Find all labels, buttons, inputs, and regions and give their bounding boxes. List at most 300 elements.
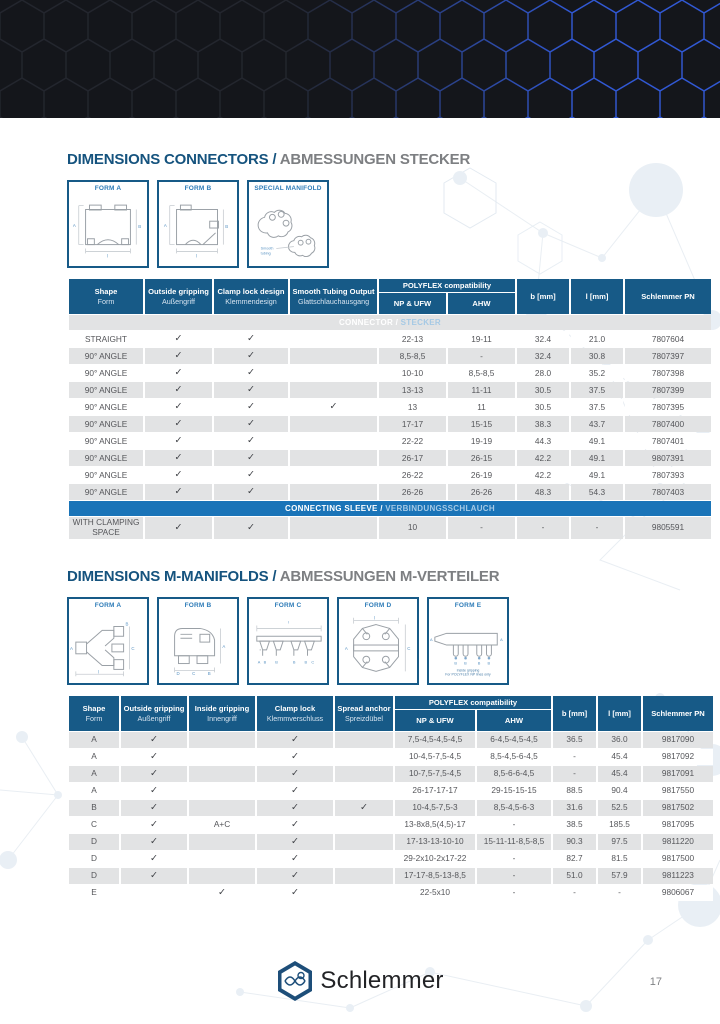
cell-l: 30.8 xyxy=(571,348,623,364)
svg-text:A: A xyxy=(500,636,503,642)
cell-b: - xyxy=(517,517,569,538)
form-a-drawing xyxy=(69,192,147,266)
cell-shape: 90° ANGLE xyxy=(69,399,143,415)
mform-e-drawing xyxy=(429,609,507,683)
cell-np: 22-13 xyxy=(379,331,446,347)
cell-l: 45.4 xyxy=(598,766,641,782)
svg-text:C: C xyxy=(131,645,135,651)
cell-b: 38.3 xyxy=(517,416,569,432)
cell-ahw: 11 xyxy=(448,399,515,415)
svg-text:B: B xyxy=(487,660,491,666)
col-b: b [mm] xyxy=(553,696,596,731)
cell-clamp: ✓ xyxy=(214,331,288,347)
cell-inside xyxy=(189,851,255,867)
table-row xyxy=(69,467,711,483)
cell-l: 45.4 xyxy=(598,749,641,765)
cell-pn: 9817095 xyxy=(643,817,713,833)
col-pn: Schlemmer PN xyxy=(643,696,713,731)
cell-b: 32.4 xyxy=(517,348,569,364)
cell-shape: 90° ANGLE xyxy=(69,484,143,500)
cell-shape: A xyxy=(69,749,119,765)
svg-text:l: l xyxy=(196,253,198,259)
cell-np: 13-8x8,5(4,5)-17 xyxy=(395,817,475,833)
table-row xyxy=(69,348,711,364)
form-a-box xyxy=(67,180,149,268)
cell-np: 10-10 xyxy=(379,365,446,381)
cell-np: 10-4,5-7,5-3 xyxy=(395,800,475,816)
svg-text:A: A xyxy=(163,223,167,229)
brand-wordmark: Schlemmer xyxy=(320,967,444,994)
cell-outside: ✓ xyxy=(145,433,212,449)
mform-b-label: FORM B xyxy=(184,601,212,609)
cell-smooth xyxy=(290,365,377,381)
cell-ahw: - xyxy=(477,851,551,867)
col-shape: Shape Form xyxy=(69,279,143,314)
svg-text:A: A xyxy=(257,659,261,665)
cell-b: 31.6 xyxy=(553,800,596,816)
cell-ahw: 15-11-11-8,5-8,5 xyxy=(477,834,551,850)
col-outside-gripping: Outside gripping Außengriff xyxy=(145,279,212,314)
manifolds-table xyxy=(67,695,715,902)
col-inside-gripping: Inside gripping Innengriff xyxy=(189,696,255,731)
title-en: DIMENSIONS M-MANIFOLDS / xyxy=(67,567,277,585)
cell-shape: A xyxy=(69,766,119,782)
cell-ahw: 8,5-4,5-6-4,5 xyxy=(477,749,551,765)
cell-shape: B xyxy=(69,800,119,816)
table-row xyxy=(69,433,711,449)
table-row xyxy=(69,749,713,765)
svg-text:For POLYFLEX NP lines only: For POLYFLEX NP lines only xyxy=(445,672,491,677)
mform-a-label: FORM A xyxy=(94,601,122,609)
cell-ahw: 19-19 xyxy=(448,433,515,449)
form-b-label: FORM B xyxy=(184,185,212,192)
cell-outside: ✓ xyxy=(121,868,187,884)
cell-l: 43.7 xyxy=(571,416,623,432)
col-ahw: AHW xyxy=(448,293,515,314)
col-clamp-lock: Clamp lock Klemmverschluss xyxy=(257,696,333,731)
svg-text:C: C xyxy=(192,670,196,676)
cell-smooth xyxy=(290,331,377,347)
svg-text:B: B xyxy=(225,224,229,230)
cell-l: 81.5 xyxy=(598,851,641,867)
cell-ahw: 8,5-8,5 xyxy=(448,365,515,381)
cell-pn: 7807401 xyxy=(625,433,711,449)
cell-shape: WITH CLAMPING SPACE xyxy=(69,517,143,538)
cell-pn: 7807400 xyxy=(625,416,711,432)
mform-d-box xyxy=(337,597,419,685)
title-de: ABMESSUNGEN STECKER xyxy=(276,151,471,168)
cell-spread xyxy=(335,732,393,748)
hexagon-pattern xyxy=(0,0,720,118)
section-band: CONNECTING SLEEVE / VERBINDUNGSSCHLAUCH xyxy=(69,501,711,516)
cell-pn: 7807397 xyxy=(625,348,711,364)
cell-pn: 7807604 xyxy=(625,331,711,347)
special-manifold-label: SPECIAL MANIFOLD xyxy=(254,185,322,192)
cell-smooth xyxy=(290,416,377,432)
svg-text:B: B xyxy=(125,621,129,627)
svg-text:A: A xyxy=(344,645,348,651)
cell-b: 38.5 xyxy=(553,817,596,833)
cell-shape: 90° ANGLE xyxy=(69,416,143,432)
cell-b: - xyxy=(553,766,596,782)
table-row xyxy=(69,783,713,799)
table-row xyxy=(69,732,713,748)
cell-ahw: 15-15 xyxy=(448,416,515,432)
cell-pn: 9817500 xyxy=(643,851,713,867)
cell-l: 90.4 xyxy=(598,783,641,799)
cell-outside: ✓ xyxy=(121,834,187,850)
cell-outside: ✓ xyxy=(121,766,187,782)
cell-shape: D xyxy=(69,851,119,867)
section-title-connectors xyxy=(67,151,697,168)
cell-b: 90.3 xyxy=(553,834,596,850)
cell-b: - xyxy=(553,749,596,765)
cell-clamp: ✓ xyxy=(257,885,333,901)
mform-d-label: FORM D xyxy=(364,601,392,609)
table-row xyxy=(69,365,711,381)
cell-l: - xyxy=(598,885,641,901)
col-polyflex: POLYFLEX compatibility xyxy=(379,279,515,292)
cell-inside xyxy=(189,732,255,748)
cell-smooth xyxy=(290,484,377,500)
svg-text:tubing: tubing xyxy=(260,251,271,256)
col-spread-anchor: Spread anchor Spreizdübel xyxy=(335,696,393,731)
cell-inside xyxy=(189,868,255,884)
cell-outside: ✓ xyxy=(145,484,212,500)
section-band: CONNECTOR / STECKER xyxy=(69,315,711,330)
mform-e-label: FORM E xyxy=(454,601,482,609)
cell-ahw: 6-4,5-4,5-4,5 xyxy=(477,732,551,748)
cell-l: 52.5 xyxy=(598,800,641,816)
cell-b: 32.4 xyxy=(517,331,569,347)
cell-np: 13 xyxy=(379,399,446,415)
cell-pn: 7807393 xyxy=(625,467,711,483)
cell-clamp: ✓ xyxy=(257,766,333,782)
cell-np: 8,5-8,5 xyxy=(379,348,446,364)
table-row xyxy=(69,885,713,901)
svg-text:A: A xyxy=(72,223,76,229)
cell-clamp: ✓ xyxy=(214,517,288,538)
col-pn: Schlemmer PN xyxy=(625,279,711,314)
cell-spread xyxy=(335,834,393,850)
table-row xyxy=(69,517,711,538)
cell-np: 10 xyxy=(379,517,446,538)
mform-c-drawing xyxy=(249,609,327,683)
section-title-manifolds xyxy=(67,568,697,585)
cell-np: 10-4,5-7,5-4,5 xyxy=(395,749,475,765)
table-row xyxy=(69,399,711,415)
cell-np: 26-22 xyxy=(379,467,446,483)
svg-text:D: D xyxy=(176,670,180,676)
svg-text:A: A xyxy=(222,643,226,649)
special-manifold-box xyxy=(247,180,329,268)
cell-outside: ✓ xyxy=(121,732,187,748)
cell-b: 51.0 xyxy=(553,868,596,884)
cell-ahw: 26-26 xyxy=(448,484,515,500)
col-smooth-output: Smooth Tubing Output Glattschlauchausgang xyxy=(290,279,377,314)
svg-text:l: l xyxy=(288,619,289,625)
cell-shape: 90° ANGLE xyxy=(69,433,143,449)
cell-pn: 9805591 xyxy=(625,517,711,538)
cell-spread xyxy=(335,783,393,799)
svg-text:l: l xyxy=(107,253,109,259)
cell-outside: ✓ xyxy=(145,399,212,415)
cell-l: 49.1 xyxy=(571,467,623,483)
cell-smooth xyxy=(290,517,377,538)
cell-np: 13-13 xyxy=(379,382,446,398)
cell-shape: E xyxy=(69,885,119,901)
cell-b: 88.5 xyxy=(553,783,596,799)
cell-np: 7,5-4,5-4,5-4,5 xyxy=(395,732,475,748)
cell-clamp: ✓ xyxy=(257,800,333,816)
form-b-drawing xyxy=(159,192,237,266)
svg-text:C: C xyxy=(407,645,411,651)
cell-ahw: - xyxy=(448,517,515,538)
cell-np: 17-13-13-10-10 xyxy=(395,834,475,850)
cell-shape: A xyxy=(69,732,119,748)
cell-shape: 90° ANGLE xyxy=(69,450,143,466)
cell-clamp: ✓ xyxy=(257,817,333,833)
col-b: b [mm] xyxy=(517,279,569,314)
cell-shape: D xyxy=(69,834,119,850)
cell-outside: ✓ xyxy=(121,817,187,833)
mform-c-label: FORM C xyxy=(274,601,302,609)
cell-outside: ✓ xyxy=(121,851,187,867)
cell-pn: 7807395 xyxy=(625,399,711,415)
cell-np: 26-17-17-17 xyxy=(395,783,475,799)
cell-spread xyxy=(335,766,393,782)
svg-text:B: B xyxy=(138,224,142,230)
cell-np: 29-2x10-2x17-22 xyxy=(395,851,475,867)
form-b-box xyxy=(157,180,239,268)
cell-clamp: ✓ xyxy=(214,467,288,483)
cell-b: 48.3 xyxy=(517,484,569,500)
cell-b: 82.7 xyxy=(553,851,596,867)
cell-ahw: 8,5-4,5-6-3 xyxy=(477,800,551,816)
table-row xyxy=(69,834,713,850)
cell-np: 26-17 xyxy=(379,450,446,466)
cell-clamp: ✓ xyxy=(214,348,288,364)
cell-smooth xyxy=(290,433,377,449)
cell-l: 49.1 xyxy=(571,450,623,466)
mform-a-drawing xyxy=(69,609,147,683)
col-l: l [mm] xyxy=(571,279,623,314)
cell-l: 49.1 xyxy=(571,433,623,449)
cell-smooth: ✓ xyxy=(290,399,377,415)
col-outside-gripping: Outside gripping Außengriff xyxy=(121,696,187,731)
cell-ahw: - xyxy=(448,348,515,364)
cell-pn: 9817091 xyxy=(643,766,713,782)
connectors-table xyxy=(67,278,713,540)
table-row xyxy=(69,851,713,867)
svg-text:C: C xyxy=(311,659,315,665)
cell-l: 185.5 xyxy=(598,817,641,833)
cell-spread xyxy=(335,749,393,765)
cell-clamp: ✓ xyxy=(214,484,288,500)
col-clamp-lock: Clamp lock design Klemmendesign xyxy=(214,279,288,314)
cell-inside xyxy=(189,766,255,782)
cell-shape: 90° ANGLE xyxy=(69,348,143,364)
cell-spread xyxy=(335,851,393,867)
cell-shape: D xyxy=(69,868,119,884)
title-en: DIMENSIONS CONNECTORS / xyxy=(67,151,277,168)
cell-clamp: ✓ xyxy=(214,399,288,415)
cell-pn: 9807391 xyxy=(625,450,711,466)
table-row xyxy=(69,416,711,432)
mform-b-box xyxy=(157,597,239,685)
cell-spread xyxy=(335,817,393,833)
cell-outside xyxy=(121,885,187,901)
cell-b: 28.0 xyxy=(517,365,569,381)
mform-c-box xyxy=(247,597,329,685)
cell-ahw: 26-15 xyxy=(448,450,515,466)
cell-outside: ✓ xyxy=(145,517,212,538)
table-row xyxy=(69,868,713,884)
mform-d-drawing xyxy=(339,609,417,683)
page-number: 17 xyxy=(649,976,662,988)
svg-text:B: B xyxy=(263,659,267,665)
table-row xyxy=(69,450,711,466)
mform-a-box xyxy=(67,597,149,685)
col-np-ufw: NP & UFW xyxy=(379,293,446,314)
cell-l: 37.5 xyxy=(571,399,623,415)
cell-pn: 7807398 xyxy=(625,365,711,381)
table-row xyxy=(69,766,713,782)
schlemmer-logo-icon xyxy=(276,960,314,1002)
cell-outside: ✓ xyxy=(145,467,212,483)
cell-ahw: 11-11 xyxy=(448,382,515,398)
cell-spread: ✓ xyxy=(335,800,393,816)
cell-pn: 9817090 xyxy=(643,732,713,748)
svg-text:B: B xyxy=(477,660,481,666)
cell-clamp: ✓ xyxy=(214,433,288,449)
cell-outside: ✓ xyxy=(121,783,187,799)
cell-shape: STRAIGHT xyxy=(69,331,143,347)
svg-text:Inside gripping: Inside gripping xyxy=(456,667,480,672)
cell-ahw: - xyxy=(477,868,551,884)
manifold-form-diagrams xyxy=(67,597,697,685)
cell-b: 36.5 xyxy=(553,732,596,748)
svg-text:B: B xyxy=(275,659,278,665)
cell-inside: ✓ xyxy=(189,885,255,901)
svg-text:l: l xyxy=(98,668,100,674)
cell-outside: ✓ xyxy=(121,800,187,816)
cell-b: 42.2 xyxy=(517,467,569,483)
cell-clamp: ✓ xyxy=(257,834,333,850)
cell-outside: ✓ xyxy=(145,382,212,398)
mform-b-drawing xyxy=(159,609,237,683)
table-row xyxy=(69,817,713,833)
svg-text:A: A xyxy=(69,645,73,651)
col-ahw: AHW xyxy=(477,710,551,731)
svg-text:A: A xyxy=(429,636,433,642)
cell-pn: 9806067 xyxy=(643,885,713,901)
col-shape: Shape Form xyxy=(69,696,119,731)
cell-l: 35.2 xyxy=(571,365,623,381)
cell-ahw: 29-15-15-15 xyxy=(477,783,551,799)
cell-l: 57.9 xyxy=(598,868,641,884)
col-l: l [mm] xyxy=(598,696,641,731)
table-row xyxy=(69,484,711,500)
cell-outside: ✓ xyxy=(145,348,212,364)
table-row xyxy=(69,382,711,398)
cell-np: 17-17-8,5-13-8,5 xyxy=(395,868,475,884)
cell-outside: ✓ xyxy=(145,365,212,381)
table-row xyxy=(69,331,711,347)
cell-shape: 90° ANGLE xyxy=(69,365,143,381)
cell-b: 30.5 xyxy=(517,382,569,398)
col-polyflex: POLYFLEX compatibility xyxy=(395,696,551,709)
cell-inside xyxy=(189,800,255,816)
cell-inside xyxy=(189,783,255,799)
cell-l: 21.0 xyxy=(571,331,623,347)
svg-text:Smooth: Smooth xyxy=(260,246,274,251)
svg-text:l: l xyxy=(374,615,376,621)
cell-outside: ✓ xyxy=(145,331,212,347)
cell-clamp: ✓ xyxy=(214,450,288,466)
cell-clamp: ✓ xyxy=(257,783,333,799)
svg-text:B: B xyxy=(454,660,457,666)
cell-outside: ✓ xyxy=(121,749,187,765)
cell-shape: C xyxy=(69,817,119,833)
cell-clamp: ✓ xyxy=(257,868,333,884)
cell-clamp: ✓ xyxy=(257,851,333,867)
cell-ahw: 26-19 xyxy=(448,467,515,483)
cell-smooth xyxy=(290,450,377,466)
cell-pn: 9817550 xyxy=(643,783,713,799)
cell-b: 42.2 xyxy=(517,450,569,466)
cell-b: - xyxy=(553,885,596,901)
cell-ahw: 8,5-6-6-4,5 xyxy=(477,766,551,782)
table-row xyxy=(69,800,713,816)
cell-clamp: ✓ xyxy=(214,382,288,398)
cell-b: 30.5 xyxy=(517,399,569,415)
cell-smooth xyxy=(290,467,377,483)
cell-shape: 90° ANGLE xyxy=(69,382,143,398)
cell-l: 97.5 xyxy=(598,834,641,850)
cell-inside: A+C xyxy=(189,817,255,833)
cell-b: 44.3 xyxy=(517,433,569,449)
cell-pn: 9811223 xyxy=(643,868,713,884)
footer xyxy=(0,960,720,1002)
cell-outside: ✓ xyxy=(145,416,212,432)
cell-ahw: - xyxy=(477,885,551,901)
svg-text:B: B xyxy=(304,659,308,665)
cell-pn: 9817092 xyxy=(643,749,713,765)
form-a-label: FORM A xyxy=(94,185,122,192)
cell-pn: 9817502 xyxy=(643,800,713,816)
cell-clamp: ✓ xyxy=(257,732,333,748)
mform-e-box xyxy=(427,597,509,685)
cell-l: 36.0 xyxy=(598,732,641,748)
cell-np: 22-22 xyxy=(379,433,446,449)
cell-spread xyxy=(335,885,393,901)
cell-clamp: ✓ xyxy=(214,365,288,381)
cell-smooth xyxy=(290,348,377,364)
col-np-ufw: NP & UFW xyxy=(395,710,475,731)
cell-ahw: - xyxy=(477,817,551,833)
cell-l: - xyxy=(571,517,623,538)
cell-pn: 9811220 xyxy=(643,834,713,850)
cell-l: 54.3 xyxy=(571,484,623,500)
svg-text:B: B xyxy=(207,670,211,676)
svg-text:B: B xyxy=(292,659,296,665)
cell-outside: ✓ xyxy=(145,450,212,466)
cell-ahw: 19-11 xyxy=(448,331,515,347)
cell-inside xyxy=(189,834,255,850)
special-manifold-drawing xyxy=(249,192,327,266)
cell-np: 17-17 xyxy=(379,416,446,432)
